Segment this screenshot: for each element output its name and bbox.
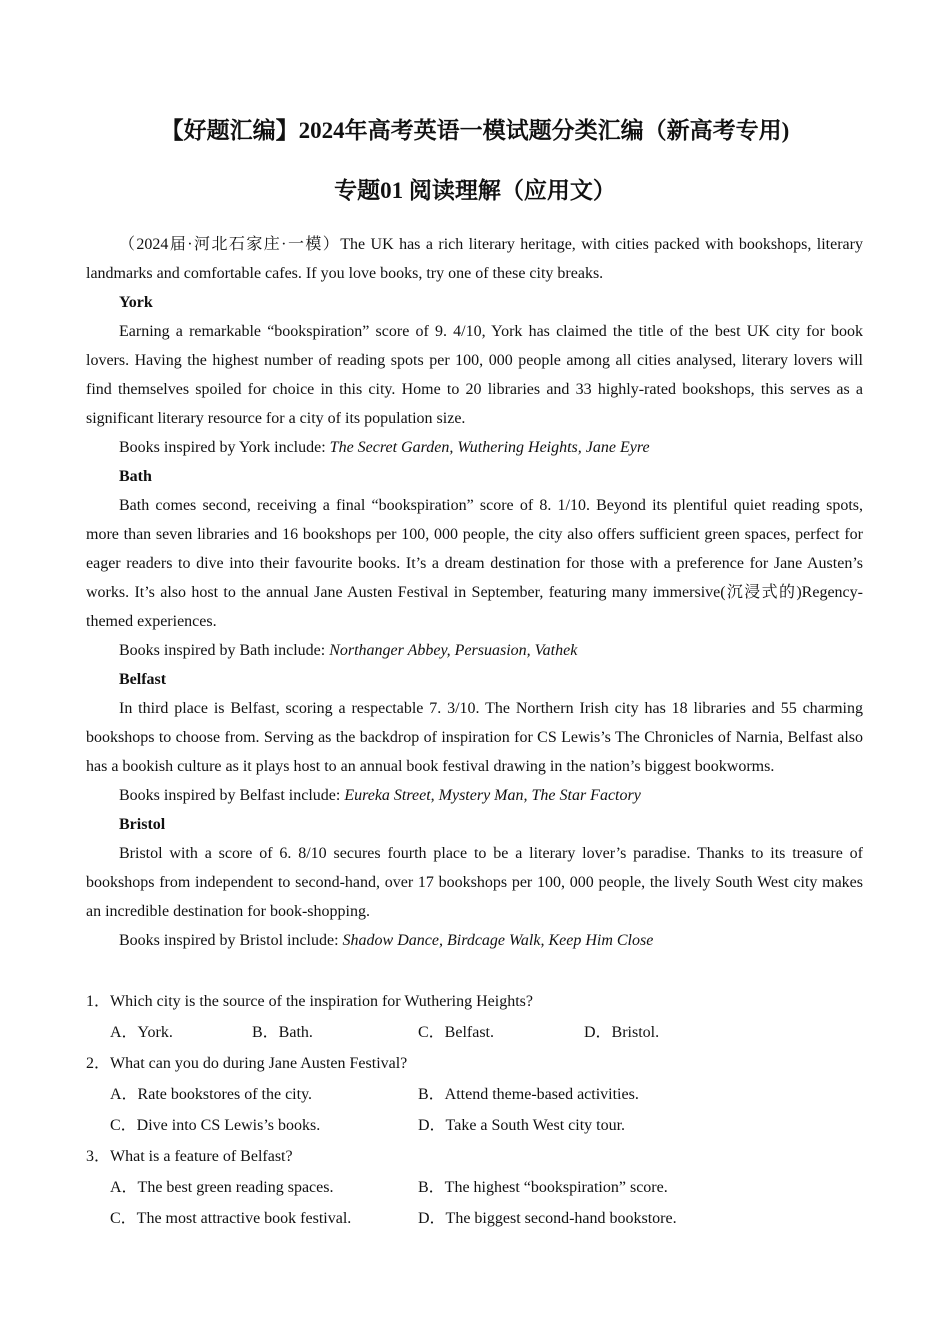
document-subtitle: 专题01 阅读理解（应用文）	[334, 178, 616, 203]
option-a[interactable]: A．Rate bookstores of the city.	[110, 1086, 313, 1103]
books-list: The Secret Garden, Wuthering Heights, Jane Eyre	[329, 439, 650, 456]
question-number: 1．	[86, 993, 111, 1010]
city-heading-bristol: Bristol	[119, 816, 166, 833]
reading-passage	[86, 230, 863, 955]
option-d[interactable]: D．Bristol.	[584, 1024, 660, 1041]
city-heading-belfast: Belfast	[119, 671, 167, 688]
intro-text: The UK has a rich literary heritage, with cities packed with bookshops, literary landmarks and comfortable cafes. If you love books, try one of these city breaks.	[86, 236, 863, 282]
books-line-bath	[86, 636, 863, 665]
books-line-bristol	[86, 926, 863, 955]
books-label: Books inspired by Bath include:	[119, 642, 330, 659]
city-heading-york: York	[119, 294, 153, 311]
books-list: Shadow Dance, Birdcage Walk, Keep Him Close	[342, 932, 654, 949]
option-d[interactable]: D．The biggest second-hand bookstore.	[418, 1210, 677, 1227]
question-text: What can you do during Jane Austen Festival?	[110, 1055, 408, 1072]
question-text: What is a feature of Belfast?	[110, 1148, 293, 1165]
city-text-belfast: In third place is Belfast, scoring a respectable 7. 3/10. The Northern Irish city has 18 libraries and 55 charming bookshops to choose from. Serving as the backdrop of inspiration for CS Lewis’s The Chronicles of Narnia, Belfast also has a bookish culture as it plays host to an annual book festival drawing in the nation’s biggest bookworms.	[86, 700, 863, 775]
question-1	[86, 986, 886, 1017]
books-label: Books inspired by Belfast include:	[119, 787, 345, 804]
books-line-belfast	[86, 781, 863, 810]
option-b[interactable]: B．Attend theme-based activities.	[418, 1086, 639, 1103]
options-row	[86, 1079, 886, 1110]
question-number: 3．	[86, 1148, 111, 1165]
options-row	[86, 1203, 886, 1234]
passage-intro	[86, 230, 863, 288]
options-row	[86, 1172, 886, 1203]
city-text-bristol: Bristol with a score of 6. 8/10 secures fourth place to be a literary lover’s paradise. Thanks to its treasure of bookshops from independent to second-hand, over 17 bookshops per 100, 000 people, the lively South West city makes an incredible destination for book-shopping.	[86, 845, 863, 920]
option-b[interactable]: B．The highest “bookspiration” score.	[418, 1179, 668, 1196]
options-row	[86, 1110, 886, 1141]
city-text-york: Earning a remarkable “bookspiration” score of 9. 4/10, York has claimed the title of the best UK city for book lovers. Having the highest number of reading spots per 100, 000 people among all cities analysed, literary lovers will find themselves spoiled for choice in this city. Home to 20 libraries and 33 highly-rated bookshops, this serves as a significant literary resource for a city of its population size.	[86, 323, 863, 427]
question-number: 2．	[86, 1055, 111, 1072]
option-d[interactable]: D．Take a South West city tour.	[418, 1117, 626, 1134]
city-heading-bath: Bath	[119, 468, 152, 485]
option-c[interactable]: C．Dive into CS Lewis’s books.	[110, 1117, 321, 1134]
option-b[interactable]: B．Bath.	[252, 1024, 313, 1041]
books-label: Books inspired by Bristol include:	[119, 932, 343, 949]
questions-section	[86, 986, 886, 1234]
document-title: 【好题汇编】2024年高考英语一模试题分类汇编（新高考专用)	[160, 118, 790, 143]
option-a[interactable]: A．York.	[110, 1024, 173, 1041]
options-row	[86, 1017, 886, 1048]
books-list: Northanger Abbey, Persuasion, Vathek	[329, 642, 578, 659]
books-list: Eureka Street, Mystery Man, The Star Factory	[344, 787, 641, 804]
books-label: Books inspired by York include:	[119, 439, 330, 456]
question-3	[86, 1141, 886, 1172]
question-2	[86, 1048, 886, 1079]
city-text-bath: Bath comes second, receiving a final “bookspiration” score of 8. 1/10. Beyond its plentiful quiet reading spots, more than seven libraries and 16 bookshops per 100, 000 people, the city also offers sufficient green spaces, perfect for eager readers to dive into their favourite books. It’s a dream destination for those with a preference for Jane Austen’s works. It’s also host to the annual Jane Austen Festival in September, featuring many immersive(沉浸式的)Regency-themed experiences.	[86, 497, 863, 630]
option-a[interactable]: A．The best green reading spaces.	[110, 1179, 334, 1196]
option-c[interactable]: C．The most attractive book festival.	[110, 1210, 352, 1227]
books-line-york	[86, 433, 863, 462]
source-label: （2024届·河北石家庄·一模）	[119, 236, 341, 253]
option-c[interactable]: C．Belfast.	[418, 1024, 494, 1041]
question-text: Which city is the source of the inspiration for Wuthering Heights?	[110, 993, 533, 1010]
